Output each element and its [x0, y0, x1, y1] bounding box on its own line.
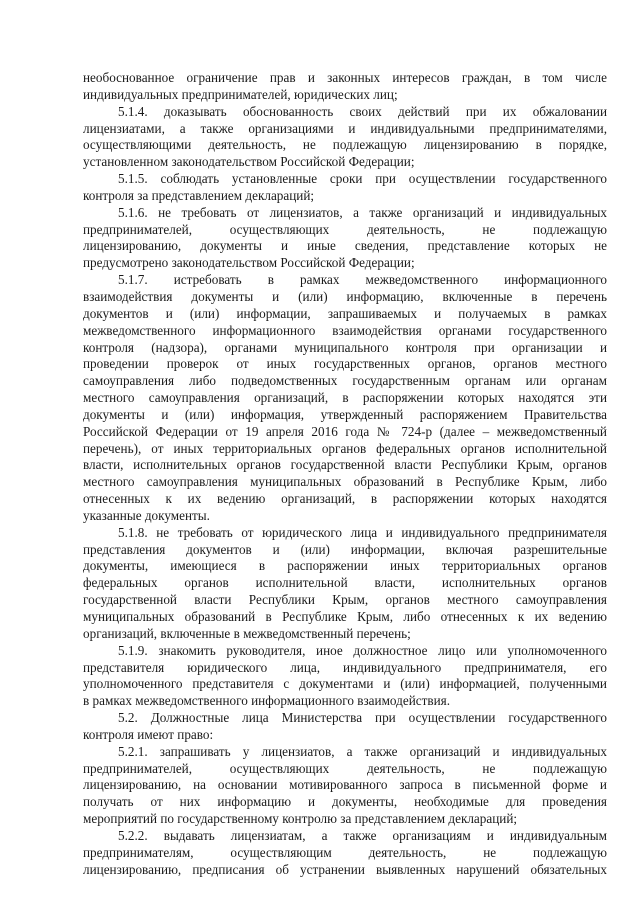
text-line: указанные документы.: [83, 507, 210, 523]
text-line: мероприятий по государственному контролю за представлением деклараций;: [83, 811, 518, 827]
text-line: 5.1.9. знакомить руководителя, иное должностное лицо или уполномоченного: [118, 642, 607, 658]
text-line: государственной власти Республики Крым, органов местного самоуправления: [83, 592, 607, 608]
text-line: муниципальных образований в Республике Крым, либо отнесенных к их ведению: [83, 609, 607, 624]
text-line: межведомственного информационного взаимодействия органами государственного: [83, 322, 607, 338]
text-line: местного самоуправления организаций, в распоряжении которых находятся эти: [83, 390, 607, 406]
text-line: контроля имеют право:: [83, 726, 214, 742]
paragraph: [83, 205, 607, 272]
paragraph: [83, 643, 607, 710]
text-line: Российской Федерации от 19 апреля 2016 года № 724-р (далее – межведомственный: [83, 423, 607, 439]
text-line: уполномоченного представителя с документами и (или) информацией, полученными: [83, 676, 607, 692]
text-line: документы и (или) информация, утвержденный распоряжением Правительства: [83, 406, 607, 422]
text-line: предусмотрено законодательством Российской Федерации;: [83, 255, 415, 271]
paragraph: [83, 272, 607, 525]
text-line: 5.1.8. не требовать от юридического лица и индивидуального предпринимателя: [118, 524, 607, 540]
paragraph: [83, 710, 607, 744]
text-line: организаций, включенные в межведомственный перечень;: [83, 625, 411, 641]
paragraph: [83, 525, 607, 643]
text-line: местного самоуправления муниципальных образований в Республике Крым, либо: [83, 474, 607, 490]
text-line: в рамках межведомственного информационного взаимодействия.: [83, 693, 451, 709]
text-line: проведении проверок от иных государственных органов, органов местного: [83, 356, 607, 372]
text-line: предпринимателей, осуществляющих деятельность, не подлежащую: [83, 221, 607, 237]
text-line: 5.2.1. запрашивать у лицензиатов, а также организаций и индивидуальных: [118, 743, 607, 759]
document-body: [83, 70, 607, 879]
text-line: предпринимателей, осуществляющих деятельность, не подлежащую: [83, 760, 607, 776]
paragraph: [83, 828, 607, 879]
text-line: 5.1.4. доказывать обоснованность своих действий при их обжаловании: [118, 103, 607, 119]
text-line: лицензированию, документы и иные сведения, представление которых не: [83, 238, 607, 254]
text-line: федеральных органов исполнительной власти, исполнительных органов: [83, 575, 607, 591]
paragraph: [83, 104, 607, 171]
text-line: власти, исполнительных органов государственной власти Республики Крым, органов: [83, 457, 607, 473]
text-line: документы, имеющиеся в распоряжении иных территориальных органов: [83, 558, 607, 574]
text-line: представления документов и (или) информации, включая разрешительные: [83, 541, 607, 557]
text-line: необоснованное ограничение прав и законных интересов граждан, в том числе: [83, 70, 607, 85]
text-line: документов и (или) информации, запрашиваемых и получаемых в рамках: [83, 305, 607, 321]
text-line: 5.1.5. соблюдать установленные сроки при осуществлении государственного: [118, 171, 607, 187]
paragraph: [83, 171, 607, 205]
paragraph: [83, 744, 607, 828]
text-line: взаимодействия документы и (или) информацию, включенные в перечень: [83, 288, 607, 304]
text-line: индивидуальных предпринимателей, юридических лиц;: [83, 86, 398, 102]
text-line: самоуправления либо подведомственных государственным органам или органам: [83, 373, 607, 389]
text-line: 5.1.7. истребовать в рамках межведомственного информационного: [118, 272, 607, 288]
text-line: 5.1.6. не требовать от лицензиатов, а также организаций и индивидуальных: [118, 204, 607, 220]
text-line: отнесенных к их ведению организаций, в распоряжении которых находятся: [83, 491, 607, 507]
text-line: предпринимателям, осуществляющим деятельность, не подлежащую: [83, 844, 607, 860]
text-line: лицензиатами, а также организациями и индивидуальными предпринимателями,: [83, 120, 607, 136]
text-line: осуществляющими деятельность, не подлежащую лицензированию в порядке,: [83, 137, 607, 153]
text-line: лицензированию, на основании мотивированного запроса в письменной форме и: [83, 777, 607, 793]
text-line: получать от них информацию и документы, необходимые для проведения: [83, 794, 607, 810]
text-line: контроля за представлением деклараций;: [83, 187, 315, 203]
text-line: 5.2.2. выдавать лицензиатам, а также организациям и индивидуальным: [118, 827, 607, 843]
text-line: контроля (надзора), органами муниципального контроля при организации и: [83, 339, 607, 355]
text-line: представителя юридического лица, индивидуального предпринимателя, его: [83, 659, 607, 675]
text-line: лицензированию, предписания об устранении выявленных нарушений обязательных: [83, 861, 607, 877]
text-line: 5.2. Должностные лица Министерства при осуществлении государственного: [118, 710, 607, 726]
paragraph: [83, 70, 607, 104]
text-line: перечень), от иных территориальных органов федеральных органов исполнительной: [83, 440, 607, 456]
text-line: установленном законодательством Российской Федерации;: [83, 154, 415, 170]
